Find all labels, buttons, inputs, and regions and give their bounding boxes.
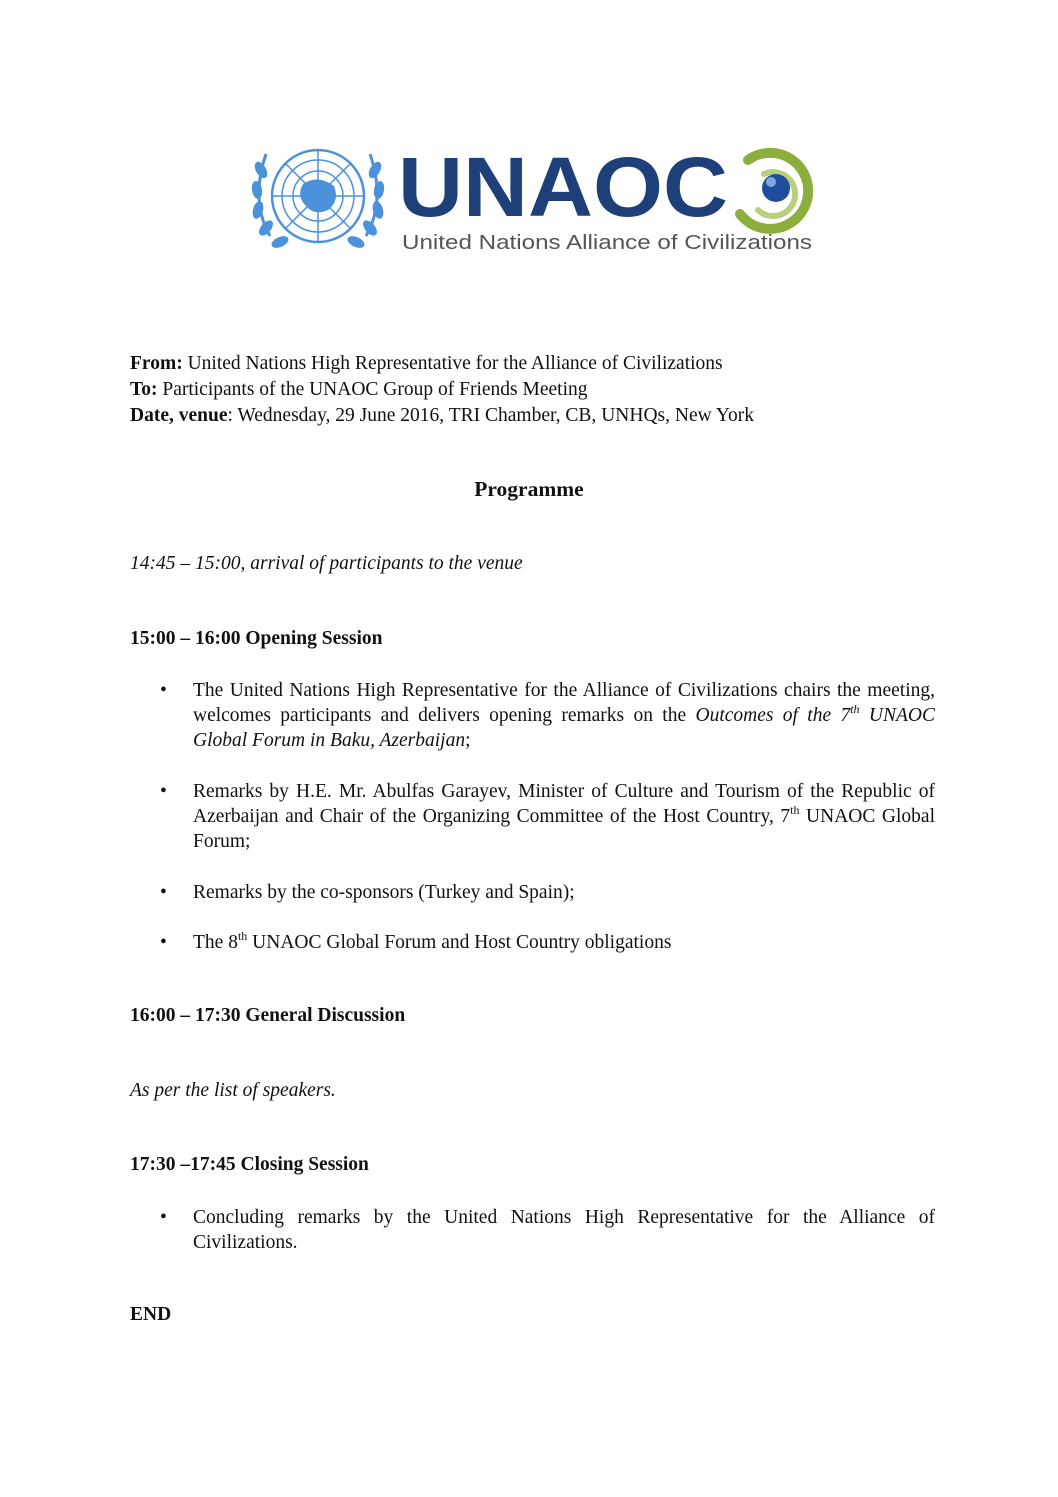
- opening-b1-italic-post: UNAOC Global Forum in Baku, Azerbaijan: [193, 705, 935, 751]
- opening-b4-pre: The 8: [193, 932, 238, 953]
- date-label: Date, venue: [130, 405, 228, 426]
- tagline-text: United Nations Alliance of Civilizations: [402, 232, 812, 254]
- unaoc-logo: [248, 126, 818, 266]
- from-line: [130, 351, 950, 377]
- bullet-icon: •: [160, 882, 167, 903]
- from-label: From:: [130, 353, 183, 374]
- opening-b1-italic-pre: Outcomes of the 7: [695, 705, 851, 726]
- wordmark-text: UNAOC: [398, 140, 728, 234]
- date-venue-line: [130, 403, 950, 429]
- list-item: [160, 1205, 935, 1255]
- arrival-line: 14:45 – 15:00, arrival of participants to the venue: [130, 553, 523, 574]
- globe-swoosh-icon: [740, 153, 808, 229]
- from-value: United Nations High Representative for the Alliance of Civilizations: [182, 353, 723, 374]
- opening-session-heading: 15:00 – 16:00 Opening Session: [130, 628, 383, 649]
- discussion-note: As per the list of speakers.: [130, 1080, 336, 1101]
- opening-b2-end: UNAOC Global Forum;: [193, 806, 935, 852]
- bullet-icon: •: [160, 680, 167, 701]
- page-title: Programme: [474, 477, 584, 501]
- opening-b2-text: Remarks by H.E. Mr. Abulfas Garayev, Minister of Culture and Tourism of the Republic of Azerbaijan and Chair of the Organizing Committee of the Host Country, 7: [193, 781, 935, 827]
- bullet-icon: •: [160, 781, 167, 802]
- memo-header: [130, 351, 950, 429]
- opening-b4-sup: th: [237, 929, 248, 943]
- bullet-icon: •: [160, 932, 167, 953]
- opening-b1-sup: th: [850, 702, 860, 716]
- to-label: To:: [130, 379, 158, 400]
- bullet-icon: •: [160, 1207, 167, 1228]
- list-item: [160, 678, 935, 753]
- to-value: Participants of the UNAOC Group of Friends Meeting: [157, 379, 588, 400]
- list-item: [160, 930, 935, 955]
- opening-b1-text: The United Nations High Representative for the Alliance of Civilizations chairs the meeting, welcomes participants and delivers opening remarks on the: [193, 680, 935, 726]
- closing-b1-text: Concluding remarks by the United Nations High Representative for the Alliance of Civilizations.: [193, 1207, 935, 1253]
- opening-b2-sup: th: [790, 803, 800, 817]
- list-item: [160, 779, 935, 854]
- date-value: : Wednesday, 29 June 2016, TRI Chamber, CB, UNHQs, New York: [227, 405, 754, 426]
- opening-b3-text: Remarks by the co-sponsors (Turkey and Spain);: [193, 882, 575, 903]
- discussion-heading: 16:00 – 17:30 General Discussion: [130, 1005, 406, 1026]
- to-line: [130, 377, 950, 403]
- list-item: [160, 880, 935, 905]
- closing-session-heading: 17:30 –17:45 Closing Session: [130, 1154, 369, 1175]
- un-emblem-icon: [251, 150, 386, 250]
- opening-b4-post: UNAOC Global Forum and Host Country obligations: [247, 932, 672, 953]
- opening-b1-end: ;: [465, 730, 471, 751]
- end-marker: END: [130, 1304, 172, 1325]
